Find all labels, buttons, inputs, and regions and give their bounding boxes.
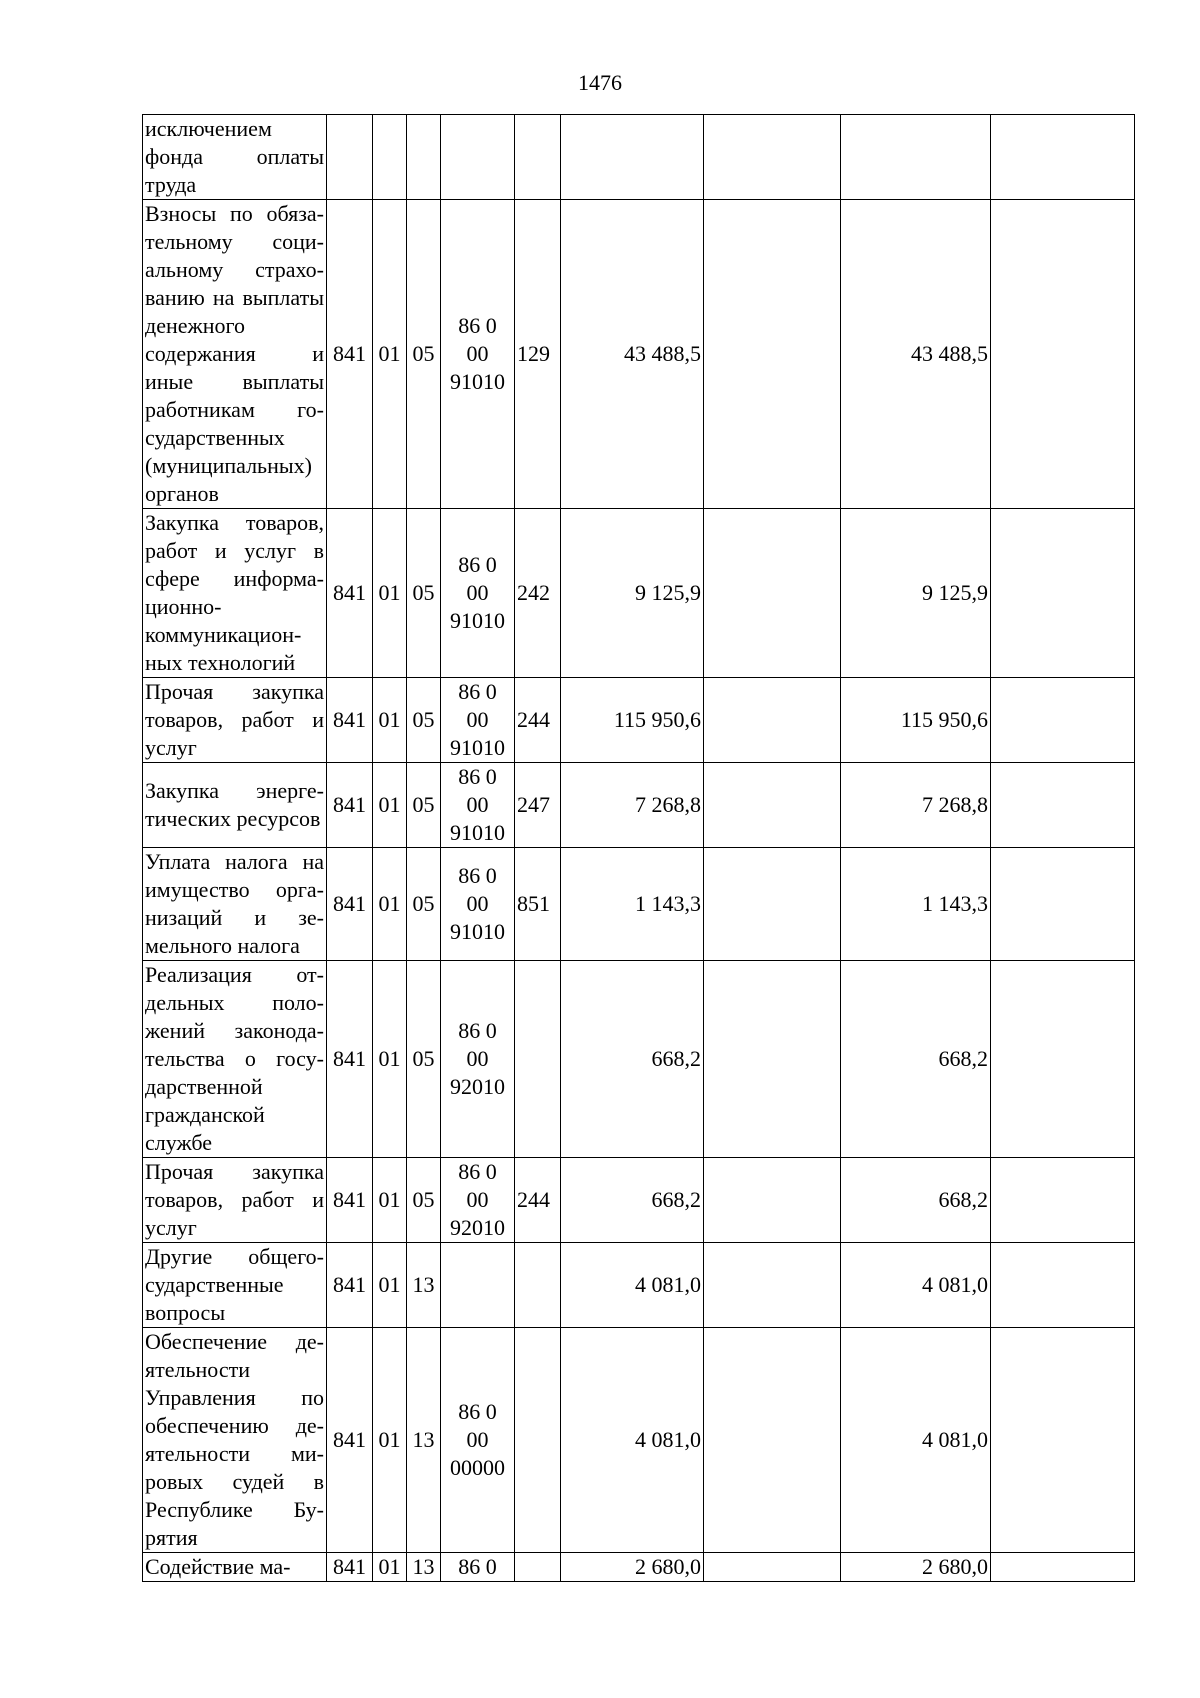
amount-col9-cell (991, 1158, 1135, 1243)
table-row (143, 678, 1135, 763)
total-amount-cell (561, 115, 704, 200)
amount-col9-cell (991, 763, 1135, 848)
expense-name-cell: Прочая закупка товаров, работ и услуг (143, 1158, 327, 1243)
target-article-cell (441, 1328, 515, 1553)
expense-type-cell (515, 1328, 561, 1553)
section-code-cell: 01 (373, 848, 407, 961)
ministry-code-cell: 841 (327, 848, 373, 961)
table-row (143, 1158, 1135, 1243)
target-article-line: 00 (466, 891, 489, 916)
ministry-code-cell (327, 115, 373, 200)
target-article-line: 92010 (450, 1074, 505, 1099)
target-article-cell (441, 1553, 515, 1582)
expense-name-cell: Уплата налога на имущество организаций и земельного налога (143, 848, 327, 961)
target-article-line: 86 0 (458, 1554, 497, 1579)
subsection-code-cell: 05 (407, 200, 441, 509)
target-article-line: 92010 (450, 1215, 505, 1240)
subsection-code-cell: 05 (407, 848, 441, 961)
target-article-line: 00 (466, 792, 489, 817)
target-article-line: 91010 (450, 608, 505, 633)
amount-col8-cell: 668,2 (841, 961, 991, 1158)
amount-col7-cell (704, 1328, 841, 1553)
section-code-cell: 01 (373, 1328, 407, 1553)
target-article-line: 00000 (450, 1455, 505, 1480)
expense-name-cell: Обеспечение деятельности Управления по обеспечению деятельности мировых судей в Республике Бурятия (143, 1328, 327, 1553)
expense-name-cell: Реализация отдельных положений законодательства о государственной гражданской службе (143, 961, 327, 1158)
expense-type-cell: 247 (515, 763, 561, 848)
ministry-code-cell: 841 (327, 763, 373, 848)
ministry-code-cell: 841 (327, 1158, 373, 1243)
table-row (143, 848, 1135, 961)
amount-col8-cell: 115 950,6 (841, 678, 991, 763)
amount-col7-cell (704, 1553, 841, 1582)
target-article-cell (441, 961, 515, 1158)
section-code-cell: 01 (373, 763, 407, 848)
amount-col7-cell (704, 678, 841, 763)
section-code-cell: 01 (373, 509, 407, 678)
table-row (143, 1243, 1135, 1328)
subsection-code-cell: 13 (407, 1328, 441, 1553)
expense-name-cell: исключением фонда оплаты труда (143, 115, 327, 200)
target-article-line: 00 (466, 1046, 489, 1071)
ministry-code-cell: 841 (327, 200, 373, 509)
expense-name-cell: Другие общегосударственные вопросы (143, 1243, 327, 1328)
amount-col8-cell: 4 081,0 (841, 1328, 991, 1553)
subsection-code-cell: 05 (407, 763, 441, 848)
amount-col7-cell (704, 1243, 841, 1328)
amount-col9-cell (991, 1553, 1135, 1582)
subsection-code-cell: 05 (407, 678, 441, 763)
amount-col7-cell (704, 200, 841, 509)
amount-col8-cell (841, 115, 991, 200)
section-code-cell: 01 (373, 1158, 407, 1243)
target-article-cell (441, 848, 515, 961)
page-number: 1476 (578, 70, 622, 95)
expense-type-cell (515, 1243, 561, 1328)
subsection-code-cell: 05 (407, 1158, 441, 1243)
target-article-cell (441, 763, 515, 848)
ministry-code-cell: 841 (327, 1328, 373, 1553)
target-article-line: 91010 (450, 919, 505, 944)
amount-col8-cell: 7 268,8 (841, 763, 991, 848)
subsection-code-cell (407, 115, 441, 200)
amount-col9-cell (991, 848, 1135, 961)
amount-col7-cell (704, 848, 841, 961)
total-amount-cell: 4 081,0 (561, 1328, 704, 1553)
total-amount-cell: 7 268,8 (561, 763, 704, 848)
section-code-cell: 01 (373, 961, 407, 1158)
amount-col9-cell (991, 961, 1135, 1158)
target-article-line: 86 0 (458, 863, 497, 888)
subsection-code-cell: 13 (407, 1243, 441, 1328)
total-amount-cell: 43 488,5 (561, 200, 704, 509)
target-article-line: 91010 (450, 735, 505, 760)
expense-name-cell: Закупка энергетических ресурсов (143, 763, 327, 848)
target-article-line: 86 0 (458, 552, 497, 577)
amount-col9-cell (991, 1243, 1135, 1328)
total-amount-cell: 2 680,0 (561, 1553, 704, 1582)
total-amount-cell: 115 950,6 (561, 678, 704, 763)
subsection-code-cell: 05 (407, 509, 441, 678)
section-code-cell (373, 115, 407, 200)
target-article-line: 86 0 (458, 1399, 497, 1424)
table-row (143, 509, 1135, 678)
table-row (143, 1328, 1135, 1553)
target-article-line: 00 (466, 580, 489, 605)
table-row (143, 961, 1135, 1158)
target-article-line: 91010 (450, 369, 505, 394)
expense-type-cell (515, 1553, 561, 1582)
target-article-line: 86 0 (458, 764, 497, 789)
section-code-cell: 01 (373, 1553, 407, 1582)
target-article-line: 86 0 (458, 679, 497, 704)
target-article-cell (441, 509, 515, 678)
amount-col8-cell: 2 680,0 (841, 1553, 991, 1582)
expense-name-cell: Закупка товаров, работ и услуг в сфере информационно-коммуникационных технологий (143, 509, 327, 678)
ministry-code-cell: 841 (327, 1243, 373, 1328)
target-article-line: 00 (466, 341, 489, 366)
section-code-cell: 01 (373, 1243, 407, 1328)
expense-type-cell (515, 961, 561, 1158)
target-article-line: 91010 (450, 820, 505, 845)
target-article-line: 00 (466, 707, 489, 732)
expense-name-cell: Содействие ма- (143, 1553, 327, 1582)
subsection-code-cell: 13 (407, 1553, 441, 1582)
target-article-line: 86 0 (458, 313, 497, 338)
amount-col7-cell (704, 763, 841, 848)
total-amount-cell: 1 143,3 (561, 848, 704, 961)
total-amount-cell: 4 081,0 (561, 1243, 704, 1328)
amount-col7-cell (704, 1158, 841, 1243)
table-row (143, 1553, 1135, 1582)
ministry-code-cell: 841 (327, 1553, 373, 1582)
amount-col8-cell: 1 143,3 (841, 848, 991, 961)
amount-col8-cell: 43 488,5 (841, 200, 991, 509)
amount-col7-cell (704, 115, 841, 200)
amount-col9-cell (991, 1328, 1135, 1553)
amount-col8-cell: 4 081,0 (841, 1243, 991, 1328)
table-row (143, 115, 1135, 200)
expense-type-cell: 242 (515, 509, 561, 678)
target-article-line: 86 0 (458, 1018, 497, 1043)
target-article-cell (441, 115, 515, 200)
expense-type-cell: 244 (515, 678, 561, 763)
budget-table (142, 114, 1135, 1582)
expense-type-cell: 244 (515, 1158, 561, 1243)
section-code-cell: 01 (373, 678, 407, 763)
expense-type-cell: 129 (515, 200, 561, 509)
total-amount-cell: 668,2 (561, 961, 704, 1158)
target-article-cell (441, 1243, 515, 1328)
amount-col7-cell (704, 961, 841, 1158)
target-article-line: 86 0 (458, 1159, 497, 1184)
amount-col9-cell (991, 115, 1135, 200)
ministry-code-cell: 841 (327, 509, 373, 678)
total-amount-cell: 9 125,9 (561, 509, 704, 678)
expense-type-cell (515, 115, 561, 200)
amount-col7-cell (704, 509, 841, 678)
target-article-cell (441, 1158, 515, 1243)
ministry-code-cell: 841 (327, 961, 373, 1158)
amount-col9-cell (991, 678, 1135, 763)
target-article-line: 00 (466, 1187, 489, 1212)
target-article-line: 00 (466, 1427, 489, 1452)
ministry-code-cell: 841 (327, 678, 373, 763)
amount-col9-cell (991, 509, 1135, 678)
expense-name-cell: Прочая закупка товаров, работ и услуг (143, 678, 327, 763)
amount-col9-cell (991, 200, 1135, 509)
target-article-cell (441, 678, 515, 763)
amount-col8-cell: 668,2 (841, 1158, 991, 1243)
expense-name-cell: Взносы по обязательному социальному страхованию на выплаты денежного содержания и иные выплаты работникам государственных (муниципальных) органов (143, 200, 327, 509)
table-row (143, 763, 1135, 848)
subsection-code-cell: 05 (407, 961, 441, 1158)
total-amount-cell: 668,2 (561, 1158, 704, 1243)
section-code-cell: 01 (373, 200, 407, 509)
expense-type-cell: 851 (515, 848, 561, 961)
target-article-cell (441, 200, 515, 509)
amount-col8-cell: 9 125,9 (841, 509, 991, 678)
table-row (143, 200, 1135, 509)
